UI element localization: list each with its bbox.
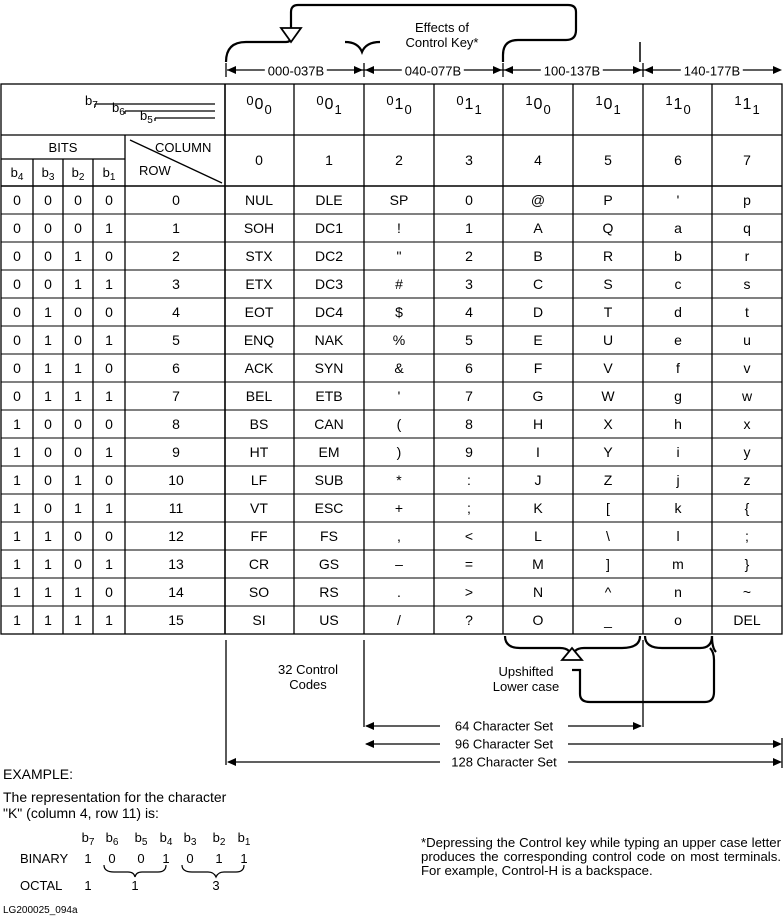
binary-digit: 1 xyxy=(84,851,92,866)
char-set-96: 96 Character Set xyxy=(452,737,556,752)
example-bit-label: $b_6$ xyxy=(105,830,119,848)
low-bit-label-b2: $b_2$ xyxy=(71,165,85,183)
figure-id: LG200025_094a xyxy=(3,905,78,916)
column-number-4: 4 xyxy=(534,152,542,168)
bits-header: BITS xyxy=(48,140,78,155)
column-bits-1: $^00_1$ xyxy=(316,93,342,117)
octal-label: OCTAL xyxy=(20,878,63,893)
example-text: The representation for the character "K" (column 4, row 11) is: xyxy=(3,789,227,821)
binary-digit: 1 xyxy=(240,851,248,866)
upshifted-lower-case-label: Upshifted Lower case xyxy=(492,664,560,694)
column-number-3: 3 xyxy=(465,152,473,168)
example-title: EXAMPLE: xyxy=(3,766,74,782)
column-number-7: 7 xyxy=(743,152,751,168)
column-bits-2: $^01_0$ xyxy=(386,93,412,117)
binary-label: BINARY xyxy=(20,851,69,866)
column-bits-5: $^10_1$ xyxy=(595,93,621,117)
column-number-5: 5 xyxy=(604,152,612,168)
bits-label-b5: $b_5$ xyxy=(140,108,153,126)
column-bits-4: $^10_0$ xyxy=(525,93,551,117)
low-bit-label-b4: $b_4$ xyxy=(10,165,24,183)
range-label-3: 140-177B xyxy=(681,64,743,79)
column-number-2: 2 xyxy=(395,152,403,168)
column-header: COLUMN xyxy=(155,140,212,155)
example-bit-label: $b_2$ xyxy=(212,830,226,848)
effects-of-control-key-label: Effects of Control Key* xyxy=(405,20,479,50)
bits-label-b6: $b_6$ xyxy=(112,100,125,118)
example-bit-label: $b_5$ xyxy=(134,830,148,848)
octal-digit-1: 1 xyxy=(131,878,139,893)
column-number-6: 6 xyxy=(674,152,682,168)
column-bits-0: $^00_0$ xyxy=(246,93,272,117)
example-bit-label: $b_7$ xyxy=(81,830,95,848)
char-set-64: 64 Character Set xyxy=(452,719,556,734)
binary-digit: 0 xyxy=(137,851,145,866)
binary-digit: 1 xyxy=(215,851,223,866)
example-bit-label: $b_4$ xyxy=(159,830,173,848)
control-codes-label: 32 Control Codes xyxy=(278,662,338,692)
column-bits-3: $^01_1$ xyxy=(456,93,482,117)
column-bits-6: $^11_0$ xyxy=(665,93,691,117)
octal-digit-0: 1 xyxy=(84,878,92,893)
column-number-0: 0 xyxy=(255,152,263,168)
example-bit-label: $b_1$ xyxy=(237,830,251,848)
low-bit-label-b1: $b_1$ xyxy=(102,165,116,183)
footnote: *Depressing the Control key while typing an upper case letter produces the corresponding control code on most terminals. For example, Control-H is a backspace. xyxy=(421,835,781,878)
range-label-0: 000-037B xyxy=(265,64,327,79)
column-bits-7: $^11_1$ xyxy=(734,93,760,117)
column-number-1: 1 xyxy=(325,152,333,168)
octal-digit-2: 3 xyxy=(212,878,220,893)
range-label-2: 100-137B xyxy=(541,64,603,79)
binary-digit: 0 xyxy=(186,851,194,866)
range-label-1: 040-077B xyxy=(402,64,464,79)
bits-label-b7: $b_7$ xyxy=(85,93,98,111)
binary-digit: 0 xyxy=(108,851,116,866)
low-bit-label-b3: $b_3$ xyxy=(41,165,55,183)
char-set-128: 128 Character Set xyxy=(448,755,560,770)
binary-digit: 1 xyxy=(162,851,170,866)
example-bit-label: $b_3$ xyxy=(183,830,197,848)
row-header: ROW xyxy=(139,163,171,178)
